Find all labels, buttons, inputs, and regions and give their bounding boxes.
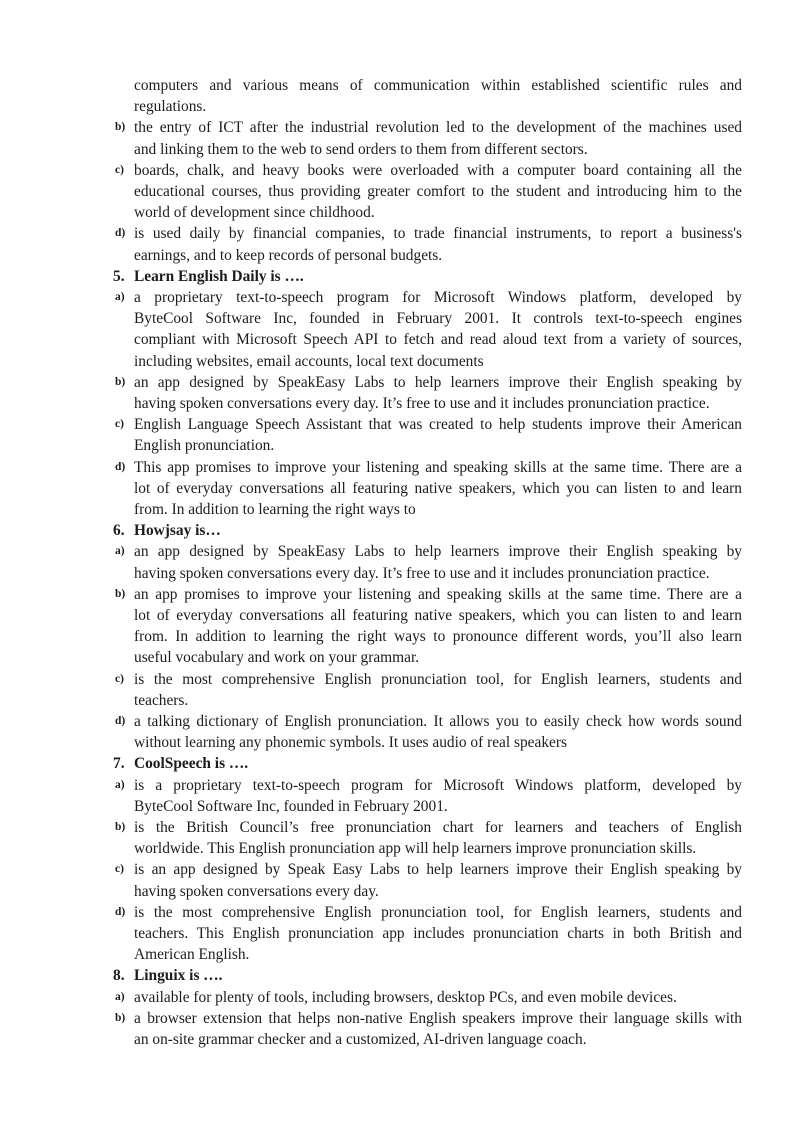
text-line: boards, chalk, and heavy books were overloaded with a computer board containing all the [134, 161, 742, 179]
option-marker: b) [115, 587, 126, 600]
question-number: 8. [113, 967, 125, 985]
text-line: including websites, email accounts, local text documents [134, 352, 484, 370]
text-line: available for plenty of tools, including browsers, desktop PCs, and even mobile devices. [134, 988, 677, 1006]
text-line: is the British Council’s free pronunciation chart for learners and teachers of English [134, 819, 742, 836]
option-marker: a) [115, 291, 125, 303]
text-line: having spoken conversations every day. [134, 882, 379, 900]
text-line: is used daily by financial companies, to trade financial instruments, to report a business's [134, 225, 742, 243]
text-line: from. In addition to learning the right ways to pronounce different words, you’ll also learn [134, 628, 742, 646]
text-line: an app designed by SpeakEasy Labs to help learners improve their English speaking by [134, 373, 742, 391]
text-line: teachers. This English pronunciation app includes pronunciation charts in both British and [134, 925, 742, 942]
text-line: from. In addition to learning the right ways to [134, 501, 416, 518]
text-line: regulations. [134, 98, 207, 116]
text-line: having spoken conversations every day. It’s free to use and it includes pronunciation practice. [134, 395, 710, 412]
question-number: 6. [113, 522, 125, 540]
option-marker: c) [115, 672, 124, 685]
text-line: an on-site grammar checker and a customized, AI-driven language coach. [134, 1031, 587, 1048]
option-marker: a) [115, 990, 125, 1003]
text-line: and linking them to the web to send orders to them from different sectors. [134, 140, 588, 158]
option-marker: b) [115, 1011, 126, 1024]
text-line: without learning any phonemic symbols. It uses audio of real speakers [134, 734, 567, 752]
option-marker: d) [115, 227, 126, 240]
text-line: English pronunciation. [134, 437, 275, 455]
question-title: Howjsay is… [134, 522, 221, 540]
text-line: compliant with Microsoft Speech API to fetch and read aloud text from a variety of sources, [134, 331, 742, 349]
text-line: lot of everyday conversations all featuring native speakers, which you can listen to and learn [134, 607, 742, 624]
text-line: teachers. [134, 691, 189, 709]
text-line: ByteCool Software Inc, founded in February 2001. It controls text-to-speech engines [134, 310, 742, 328]
text-line: English Language Speech Assistant that was created to help students improve their American [134, 416, 742, 434]
text-line: is the most comprehensive English pronunciation tool, for English learners, students and [134, 903, 742, 921]
text-line: is an app designed by Speak Easy Labs to help learners improve their English speaking by [134, 861, 742, 879]
text-line: educational courses, thus providing greater comfort to the student and introducing him to the [134, 183, 742, 200]
option-marker: c) [115, 863, 124, 876]
text-line: a browser extension that helps non-native English speakers improve their language skills with [134, 1009, 742, 1027]
question-number: 5. [113, 267, 125, 285]
text-line: a proprietary text-to-speech program for Microsoft Windows platform, developed by [134, 289, 742, 306]
option-marker: b) [115, 121, 126, 134]
text-line: is a proprietary text-to-speech program for Microsoft Windows platform, developed by [134, 776, 742, 794]
text-line: is the most comprehensive English pronunciation tool, for English learners, students and [134, 670, 742, 688]
text-line: American English. [134, 946, 250, 964]
text-line: worldwide. This English pronunciation app will help learners improve pronunciation skills. [134, 840, 697, 858]
question-number: 7. [113, 755, 125, 773]
text-line: a talking dictionary of English pronunciation. It allows you to easily check how words sound [134, 713, 742, 730]
text-line: having spoken conversations every day. It’s free to use and it includes pronunciation practice. [134, 564, 710, 582]
question-title: CoolSpeech is …. [134, 755, 249, 773]
option-marker: d) [115, 715, 126, 727]
option-marker: c) [115, 163, 124, 176]
option-marker: a) [115, 778, 125, 791]
option-marker: a) [115, 545, 125, 558]
text-line: earnings, and to keep records of personal budgets. [134, 246, 443, 264]
text-line: lot of everyday conversations all featuring native speakers, which you can listen to and learn [134, 479, 742, 497]
text-line: the entry of ICT after the industrial revolution led to the development of the machines used [134, 119, 742, 137]
option-marker: d) [115, 905, 126, 918]
text-line: world of development since childhood. [134, 204, 375, 222]
text-line: ByteCool Software Inc, founded in February 2001. [134, 797, 448, 815]
question-title: Learn English Daily is …. [134, 267, 304, 285]
option-marker: b) [115, 821, 126, 833]
option-marker: b) [115, 375, 126, 388]
option-marker: c) [115, 418, 124, 431]
text-line: an app designed by SpeakEasy Labs to help learners improve their English speaking by [134, 543, 742, 561]
text-line: useful vocabulary and work on your grammar. [134, 649, 420, 667]
text-line: computers and various means of communication within established scientific rules and [134, 77, 742, 94]
option-marker: d) [115, 460, 126, 473]
text-line: an app promises to improve your listening and speaking skills at the same time. There are a [134, 585, 742, 603]
question-title: Linguix is …. [134, 967, 223, 985]
text-line: This app promises to improve your listening and speaking skills at the same time. There are a [134, 458, 742, 476]
